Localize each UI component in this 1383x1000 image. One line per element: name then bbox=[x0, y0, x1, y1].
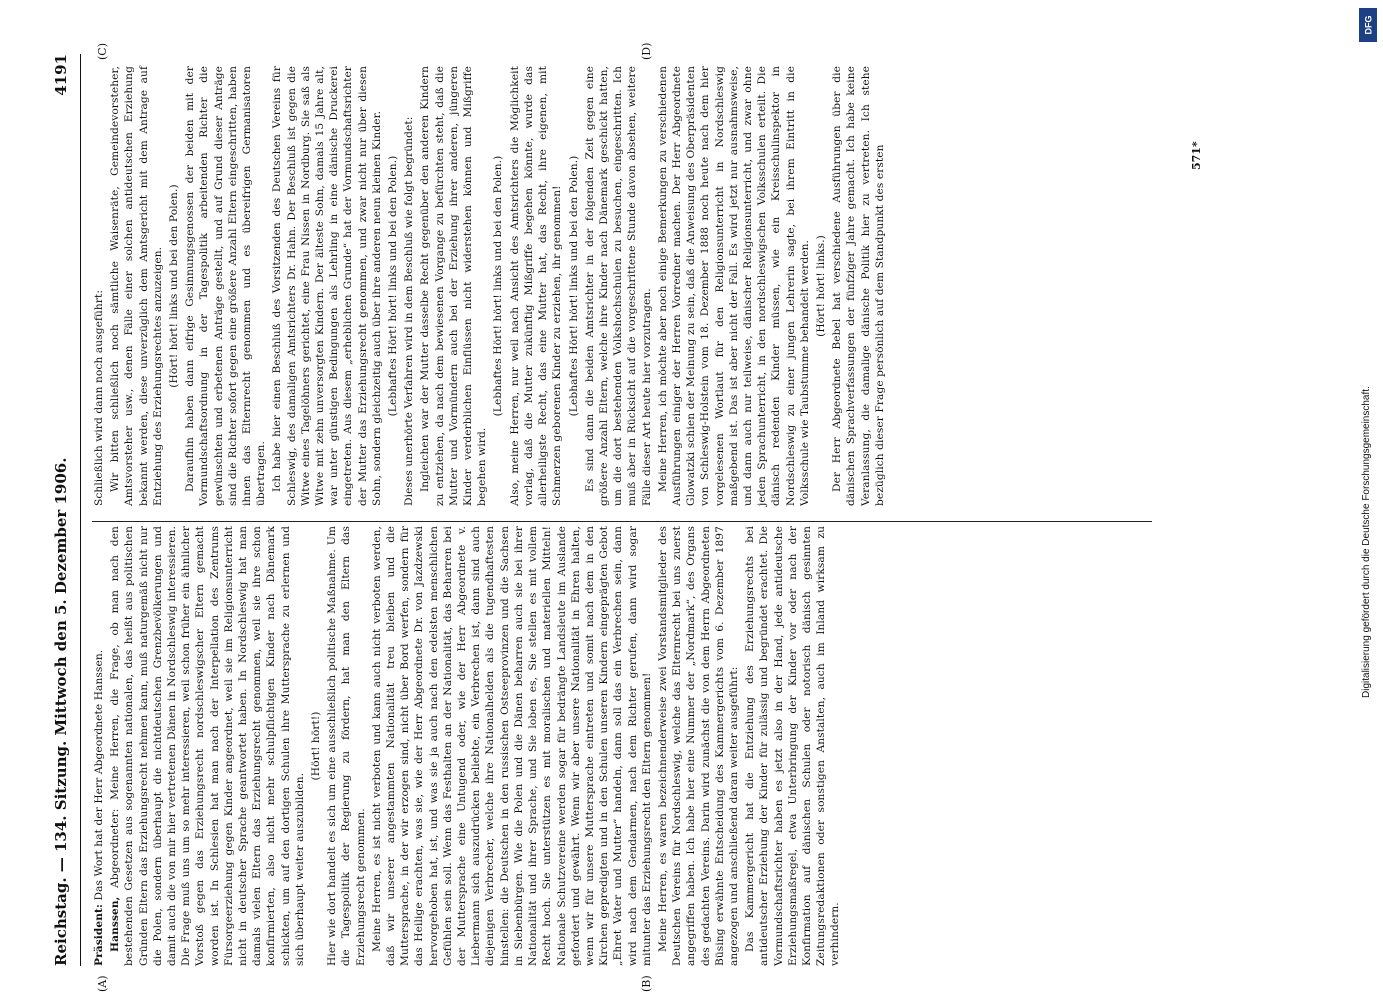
paragraph-text: (Hört! hört! links.) bbox=[814, 235, 827, 337]
paragraph bbox=[743, 526, 842, 966]
column-divider bbox=[92, 521, 1152, 522]
paragraph bbox=[325, 526, 368, 966]
paragraph-text: Abgeordneter: Meine Herren, die Frage, ob man nach den bestehenden Gesetzen aus sogenannten nationalen, das heißt aus politischen Gründen Eltern das Erziehungsrecht nehmen kann, muß naturgemäß nicht nur die Polen, sondern überhaupt die nichtdeutschen Grenzbevölkerungen und damit auch die von mir hier vertretenen Dänen in Nordschleswig interessieren. Die Frage muß uns um so mehr interessieren, weil schon früher ein ähnlicher Vorstoß gegen das Erziehungsrecht nordschleswigscher Eltern gemacht worden ist. In Schlesien hat man nach der Interpellation des Zentrums Fürsorgeerziehung gegen Kinder angeordnet, weil sie im Religionsunterricht nicht in deutscher Sprache geantwortet haben. In Nordschleswig hat man damals vielen Eltern das Erziehungsrecht genommen, weil sie ihre schon konfirmierten, also nicht mehr schulpflichtigen Kinder nach Dänemark schickten, um auf den dortigen Schulen ihre Muttersprache zu erlernen und sich überhaupt weiter auszubilden. bbox=[109, 526, 306, 966]
right-column bbox=[92, 66, 889, 506]
margin-marker-c: (C) bbox=[96, 43, 109, 60]
paragraph bbox=[108, 526, 307, 966]
paragraph-text: Wir bitten schließlich noch sämtliche Waisenräte, Gemeindevorsteher, Amtsvorsteher usw., denen Fälle einer solchen antideutschen Erziehung bekannt werden, diese unverzüglich dem Amtsgericht mit dem Antrage auf Entziehung des Erziehungsrechtes anzuzeigen. bbox=[109, 66, 164, 506]
paragraph bbox=[656, 526, 741, 966]
paragraph-text: Ingleichen war der Mutter dasselbe Recht gegenüber den anderen Kindern zu entziehen, da nach dem bewiesenen Vorgange zu befürchten steht, daß die Mutter und Vormündern auch bei der Erziehung ihrer anderen, jüngeren Kinder verderblichen Einflüssen nicht widerstehen können und Mißgriffe begehen wird. bbox=[419, 66, 489, 506]
paragraph-text: Also, meine Herren, nur weil nach Ansicht des Amtsrichters die Möglichkeit vorlag, daß die Mutter zukünftig Mißgriffe begehen könnte, wurde das allerheiligste Recht, das eine Mutter hat, das Recht, ihre eigenen, mit Schmerzen geborenen Kinder zu erziehen, ihr genommen! bbox=[508, 66, 564, 506]
paragraph bbox=[491, 66, 505, 506]
paragraph bbox=[656, 66, 812, 506]
left-column bbox=[92, 526, 845, 966]
paragraph bbox=[92, 66, 106, 506]
speaker-name: Hanssen, bbox=[109, 896, 122, 952]
paragraph-text: Das Wort hat der Herr Abgeordnete Hanssen. bbox=[93, 649, 105, 904]
paragraph-text: Daraufhin haben dann eifrige Gesinnungsgenossen der beiden mit der Vormundschaftsordnung in der Tagespolitik arbeitenden Richter die gewünschten und erbetenen Anträge gestellt, und auf Grund dieser Anträge sind die Richter sofort gegen eine größere Anzahl Eltern eingeschritten, haben ihnen das Elternrecht genommen und es übereifrigen Germanisatoren übertragen. bbox=[184, 66, 268, 506]
paragraph bbox=[370, 526, 654, 966]
paragraph bbox=[508, 66, 565, 506]
paragraph-text: Das Kammergericht hat die Entziehung des Erziehungsrechts bei antideutscher Erziehung der Kinder für zulässig und begründet erachtet. Die Vormundschaftsrichter haben es jetzt also in der Hand, jede antideutsche Erziehungsmaßregel, etwa Unterbringung der Kinder vor oder nach der Konfirmation auf dänischen Schulen oder notorisch dänisch gesinnten Zeitungsredaktionen oder sonstigen Anstalten, auch im Inland wirksam zu verhindern. bbox=[744, 526, 842, 966]
paragraph bbox=[270, 66, 384, 506]
paragraph-text: Meine Herren, es waren bezeichnenderweise zwei Vorstandsmitglieder des Deutschen Vereins für Nordschleswig, welche das Elternrecht bei uns zuerst angegriffen haben. Ich habe hier eine Nummer der „Nordmark“, des Organs des gedachten Vereins. Darin wird zunächst die von dem Herrn Abgeordneten Büsing erwähnte Entscheidung des Kammergerichts vom 6. Dezember 1897 angezogen und anschließend daran weiter ausgeführt: bbox=[656, 526, 740, 966]
paragraph bbox=[402, 66, 416, 506]
paragraph-text: (Lebhaftes Hört! hört! links und bei den Polen.) bbox=[492, 155, 505, 417]
header-rule bbox=[80, 54, 81, 966]
paragraph-text: Ich habe hier einen Beschluß des Vorsitzenden des Deutschen Vereins für Schleswig, des damaligen Amtsrichters Dr. Hahn. Der Beschluß ist gegen die Witwe eines Tagelöhners gerichtet, eine Frau Nissen in Nordburg. Sie saß als Witwe mit zehn unversorgten Kindern. Der älteste Sohn, damals 15 Jahre alt, war unter günstigen Bedingungen als Lehrling in eine dänische Druckerei eingetreten. Aus diesem „erheblichen Grunde“ hat der Vormundschaftsrichter der Mutter das Erziehungsrecht genommen, und zwar nicht nur über diesen Sohn, sondern gleichzeitig auch über ihre anderen neun kleinen Kinder. bbox=[271, 66, 383, 506]
paragraph-text: Meine Herren, ich möchte aber noch einige Bemerkungen zu verschiedenen Ausführungen einiger der Herren Vorredner machen. Der Herr Abgeordnete Glowatzki schien der Meinung zu sein, daß die Anweisung des Oberpräsidenten von Schleswig-Holstein vom 18. Dezember 1888 noch heute nach dem hier vorgelesenen Wortlaut für den Religionsunterricht in Nordschleswig maßgebend ist. Das ist aber nicht der Fall. Es wird jetzt nur ausnahmsweise, und dann auch nur teilweise, dänischer Religionsunterricht, und zwar ohne jeden Sprachunterricht, in den nordschleswigschen Volksschulen erteilt. Die dänisch redenden Kinder müssen, wie ein Kreisschulinspektor in Nordschleswig zu einer jungen Lehrerin sagte, bei ihrem Eintritt in die Volksschule wie Taubstumme behandelt werden. bbox=[656, 66, 811, 506]
paragraph bbox=[92, 526, 106, 966]
paragraph-text: Dieses unerhörte Verfahren wird in dem Beschluß wie folgt begründet: bbox=[403, 116, 416, 506]
paragraph bbox=[418, 66, 489, 506]
document-page bbox=[0, 20, 1345, 1000]
paragraph-text: Der Herr Abgeordnete Bebel hat verschiedene Ausführungen über die dänischen Sprachverfassungen der fünfziger Jahre gemacht. Ich habe keine Veranlassung, die damalige dänische Politik hier zu vertreten. Ich stehe bezüglich dieser Frage persönlich auf dem Standpunkt des ersten bbox=[831, 66, 886, 506]
margin-marker-d: (D) bbox=[640, 42, 653, 60]
paragraph bbox=[183, 66, 268, 506]
paragraph bbox=[309, 526, 323, 966]
paragraph-text: (Lebhaftes Hört! hört! links und bei den Polen.) bbox=[387, 155, 400, 417]
speaker-name: Präsident: bbox=[93, 903, 105, 966]
paragraph bbox=[830, 66, 887, 506]
margin-marker-a: (A) bbox=[96, 975, 109, 992]
margin-marker-b: (B) bbox=[640, 975, 653, 992]
paragraph-text: (Lebhaftes Hört! hört! links und bei den Polen.) bbox=[567, 155, 580, 417]
paragraph bbox=[108, 66, 165, 506]
running-head: Reichstag. — 134. Sitzung. Mittwoch den 5. Dezember 1906. bbox=[52, 457, 70, 966]
paragraph-text: (Hört! hört! links und bei den Polen.) bbox=[168, 184, 181, 388]
paragraph-text: Meine Herren, es ist nicht verboten und kann auch nicht verboten werden, daß wir unserer angestammten Nationalität treu bleiben und die Muttersprache, in der wir erzogen sind, nicht über Bord werfen, sondern für das Heilige erachten, was sie, wie der Herr Abgeordnete Dr. von Jazdzewski hervorgehoben hat, ist, und was sie ja auch nach den edelsten menschlichen Gefühlen sein soll. Wenn das Festhalten an der Nationalität, das Beharren bei der Muttersprache eine Untugend oder, wie der Herr Abgeordnete v. Liebermann sich auszudrücken beliebte, ein Verbrechen ist, dann sind auch diejenigen Verbrecher, welche ihre Nationalhelden als die tugendhaftesten hinstellen: die Deutschen in den russischen Ostseeprovinzen und die Sachsen in Siebenbürgen. Wie die Polen und die Dänen beharren auch sie bei ihrer Nationalität und ihrer Sprache, und Sie loben es, Sie stellen es mit vollem Recht hoch. Sie unterstützen es mit moralischen und materiellen Mitteln! Nationale Schutzvereine werden sogar für bedrängte Landsleute im Auslande gefordert und gewährt. Wenn wir aber unsere Nationalität in Ehren halten, wenn wir für unsere Muttersprache eintreten und somit nach dem in den Kirchen gepredigten und in den Schulen unseren Kindern eingeprägten Gebot „Ehret Vater und Mutter“ handeln, dann soll das ein Verbrechen sein, dann wird nach dem Gendarmen, nach dem Richter gerufen, dann wird sogar mitunter das Erziehungsrecht den Eltern genommen! bbox=[370, 526, 653, 966]
page-header bbox=[52, 54, 78, 966]
digitization-credit: Digitalisierung gefördert durch die Deutsche Forschungsgemeinschaft. bbox=[1361, 386, 1372, 698]
sheet-signature: 571* bbox=[1190, 141, 1203, 170]
paragraph bbox=[814, 66, 828, 506]
paragraph-text: Schließlich wird dann noch ausgeführt: bbox=[93, 289, 105, 506]
paragraph-text: (Hört! hört!) bbox=[310, 711, 323, 781]
paragraph-text: Es sind dann die beiden Amtsrichter in der folgenden Zeit gegen eine größere Anzahl Eltern, welche ihre Kinder nach Dänemark geschickt hatten, um die dort bestehenden Volkshochschulen zu besuchen, eingeschritten. Ich muß aber in Rücksicht auf die vorgeschrittene Stunde davon absehen, weitere Fälle dieser Art heute hier vorzutragen. bbox=[583, 66, 653, 506]
paragraph bbox=[167, 66, 181, 506]
paragraph-text: Hier wie dort handelt es sich um eine ausschließlich politische Maßnahme. Um die Tagespolitik der Regierung zu fördern, hat man den Eltern das Erziehungsrecht genommen. bbox=[326, 526, 367, 966]
paragraph bbox=[583, 66, 654, 506]
paragraph bbox=[567, 66, 581, 506]
paragraph bbox=[386, 66, 400, 506]
dfg-logo: DFG bbox=[1359, 8, 1377, 42]
page-number: 4191 bbox=[52, 54, 70, 96]
